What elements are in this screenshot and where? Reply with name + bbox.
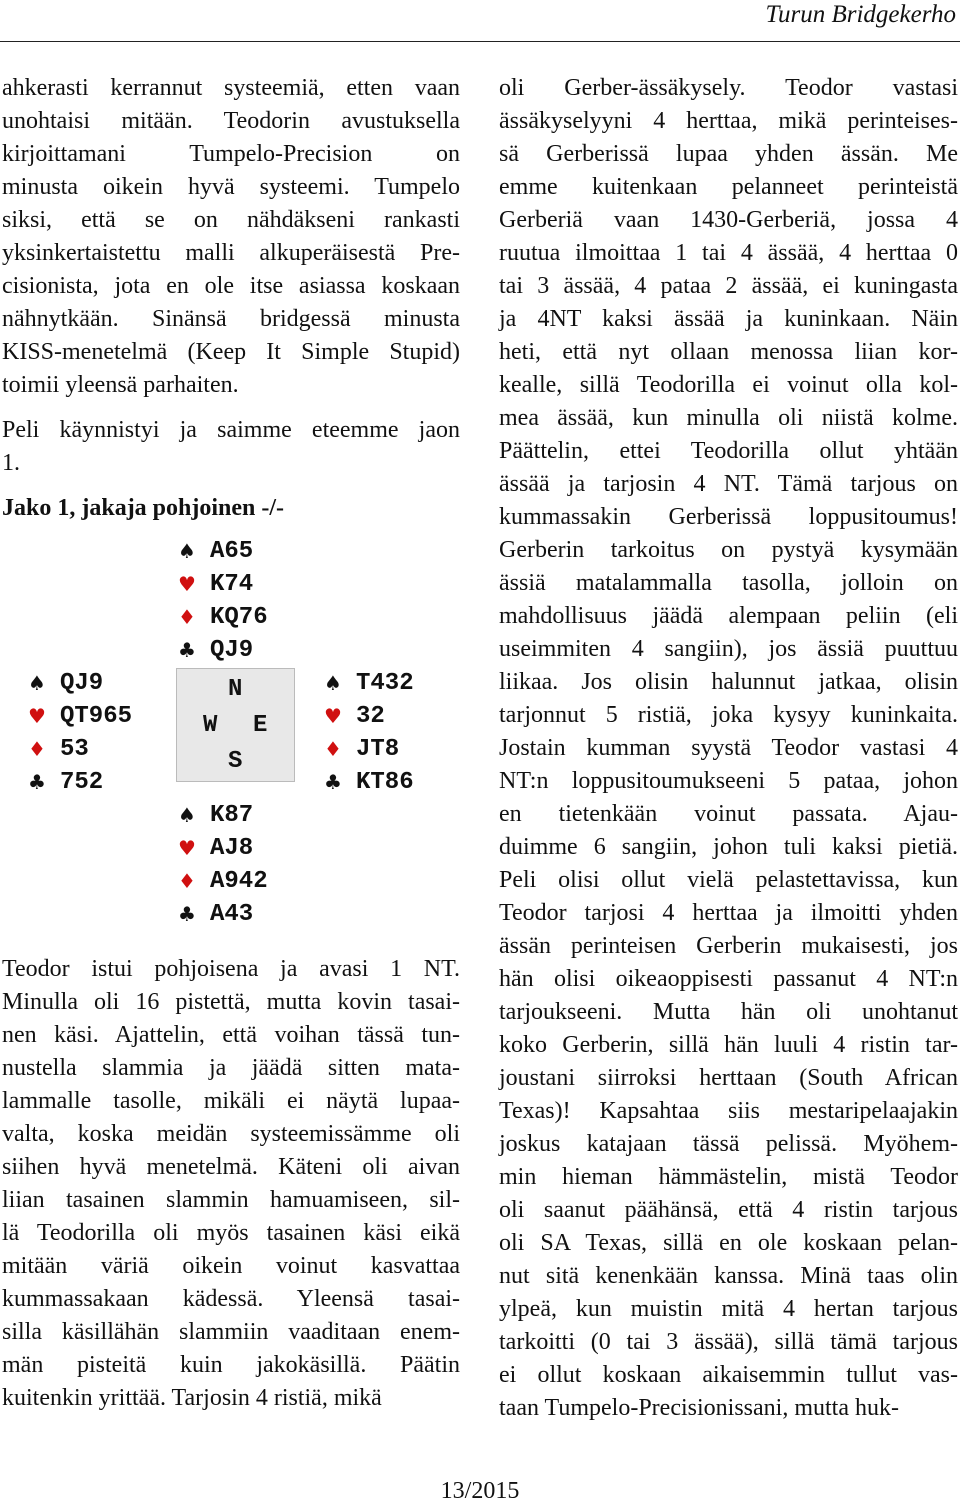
suit-holding-south-hearts (176, 832, 268, 865)
card-list: K87 (210, 802, 254, 829)
text-line: män pisteitä kuin jakokäsillä. Päätin (2, 1352, 460, 1378)
text-line: mahdollisuus jäädä alempaan peliin (eli (499, 603, 958, 629)
suit-holding-south-diamonds (176, 865, 268, 898)
text-line: Peli käynnistyi ja saimme eteemme jaon (2, 417, 460, 443)
text-line: ruutua ilmoittaa 1 tai 4 ässää, 4 herttaa 0 (499, 240, 958, 266)
diamond-suit-icon: ♦ (178, 869, 196, 893)
suit-holding-north-diamonds (176, 601, 268, 634)
heart-suit-icon: ♥ (28, 704, 46, 728)
text-line: lammalle tasolle, mikäli ei näytä lupaa- (2, 1088, 460, 1114)
heart-suit-icon: ♥ (324, 704, 342, 728)
suit-holding-north-hearts (176, 568, 268, 601)
club-suit-icon: ♣ (28, 770, 46, 794)
card-list: AJ8 (210, 835, 254, 862)
text-line: joskus katajaan tässä pelissä. Myöhem- (499, 1131, 958, 1157)
heart-suit-icon: ♥ (178, 572, 196, 596)
bridge-deal-diagram (2, 525, 462, 955)
suit-holding-west-spades (26, 667, 132, 700)
text-line: lä Teodorilla oli myös tasainen käsi eikä (2, 1220, 460, 1246)
compass-west-label: W (203, 712, 218, 739)
text-line: siksi, että se on nähdäkseni rankasti (2, 207, 460, 233)
suit-holding-west-clubs (26, 766, 132, 799)
text-line: oli saanut päähänsä, että 4 ristin tarjous (499, 1197, 958, 1223)
hand-north (176, 535, 268, 667)
spade-suit-icon: ♠ (178, 539, 196, 563)
card-list: A942 (210, 868, 268, 895)
text-line: tarkoitti (0 tai 3 ässää), sillä tämä tarjous (499, 1329, 958, 1355)
text-line: yksinkertaistettu malli alkuperäisestä Pre- (2, 240, 460, 266)
text-line: duimme 6 sangiin, johon tuli kaksi pietiä. (499, 834, 958, 860)
page-number: 13/2015 (440, 1478, 520, 1504)
card-list: QJ9 (60, 670, 104, 697)
text-line: en tietenkään voinut passata. Ajau- (499, 801, 958, 827)
suit-holding-east-diamonds (322, 733, 414, 766)
left-column (2, 72, 460, 1415)
text-line: oli Gerber-ässäkysely. Teodor vastasi (499, 75, 958, 101)
club-suit-icon: ♣ (324, 770, 342, 794)
spade-suit-icon: ♠ (324, 671, 342, 695)
text-line: kirjoittamani Tumpelo-Precision on (2, 141, 460, 167)
paragraph-gerber (499, 72, 958, 1425)
text-line: ässän perinteisen Gerberin mukaisesti, jos (499, 933, 958, 959)
text-line: sä Gerberissä lupaa yhden ässän. Me (499, 141, 958, 167)
text-line: ässiä matalammalla tasolla, jolloin on (499, 570, 958, 596)
club-suit-icon: ♣ (178, 902, 196, 926)
text-line: tai 3 ässää, 4 pataa 2 ässää, ei kuningasta (499, 273, 958, 299)
suit-holding-east-hearts (322, 700, 414, 733)
text-line: min hieman hämmästelin, mistä Teodor (499, 1164, 958, 1190)
card-list: A65 (210, 538, 254, 565)
compass-box (176, 668, 295, 782)
text-line: joustani siirroksi herttaan (South African (499, 1065, 958, 1091)
text-line: Peli olisi ollut vielä pelastettavissa, kun (499, 867, 958, 893)
text-line: Teodor istui pohjoisena ja avasi 1 NT. (2, 956, 460, 982)
text-line: kummassakin Gerberissä loppusitoumus! (499, 504, 958, 530)
text-line: ylpeä, kun muistin mitä 4 hertan tarjous (499, 1296, 958, 1322)
spade-suit-icon: ♠ (28, 671, 46, 695)
hand-west (26, 667, 132, 799)
text-line: taan Tumpelo-Precisionissani, mutta huk- (499, 1395, 899, 1421)
suit-holding-east-spades (322, 667, 414, 700)
club-suit-icon: ♣ (178, 638, 196, 662)
card-list: JT8 (356, 736, 400, 763)
text-line: hän olisi oikeaoppisesti passanut 4 NT:n (499, 966, 958, 992)
page-header-title: Turun Bridgekerho (765, 1, 956, 28)
heart-suit-icon: ♥ (178, 836, 196, 860)
text-line: minusta oikein hyvä systeemi. Tumpelo (2, 174, 460, 200)
text-line: Texas)! Kapsahtaa siis mestaripelaajakin (499, 1098, 958, 1124)
diamond-suit-icon: ♦ (324, 737, 342, 761)
card-list: K74 (210, 571, 254, 598)
suit-holding-north-spades (176, 535, 268, 568)
paragraph-intro (2, 72, 460, 402)
text-line: mea ässää, kun minulla oli niistä kolme. (499, 405, 958, 431)
suit-holding-east-clubs (322, 766, 414, 799)
text-line: useimmiten 4 sangiin), jos ässiä puuttuu (499, 636, 958, 662)
text-line: liian tasainen slammin hamuamiseen, sil- (2, 1187, 460, 1213)
text-line: Jostain kumman syystä Teodor vastasi 4 (499, 735, 958, 761)
text-line: silla käsillähän slammiin vaaditaan enem- (2, 1319, 460, 1345)
hand-south (176, 799, 268, 931)
text-line: Päättelin, ettei Teodorilla ollut yhtään (499, 438, 958, 464)
text-line: Teodor tarjosi 4 herttaa ja ilmoitti yhden (499, 900, 958, 926)
text-line: cisionista, jota en ole itse asiassa koskaan (2, 273, 460, 299)
card-list: QJ9 (210, 637, 254, 664)
card-list: KT86 (356, 769, 414, 796)
text-line: ahkerasti kerrannut systeemiä, etten vaan (2, 75, 460, 101)
text-line: oli SA Texas, sillä en ole koskaan pelan- (499, 1230, 958, 1256)
card-list: 32 (356, 703, 385, 730)
card-list: 752 (60, 769, 104, 796)
text-line: kuitenkin yrittää. Tarjosin 4 ristiä, mikä (2, 1385, 382, 1411)
card-list: T432 (356, 670, 414, 697)
text-line: nähnytkään. Sinänsä bridgessä minusta (2, 306, 460, 332)
compass-south-label: S (228, 748, 243, 775)
suit-holding-west-diamonds (26, 733, 132, 766)
hand-east (322, 667, 414, 799)
diamond-suit-icon: ♦ (178, 605, 196, 629)
suit-holding-north-clubs (176, 634, 268, 667)
card-list: 53 (60, 736, 89, 763)
text-line: NT:n loppusitoumukseeni 5 pataa, johon (499, 768, 958, 794)
paragraph-bidding (2, 953, 460, 1415)
text-line: unohtaisi mitään. Teodorin avustuksella (2, 108, 460, 134)
suit-holding-south-clubs (176, 898, 268, 931)
text-line: ei ollut koskaan aikaisemmin tullut vas- (499, 1362, 958, 1388)
text-line: Gerberin tarkoitus on pystyä kysymään (499, 537, 958, 563)
text-line: Minulla oli 16 pistettä, mutta kovin tasai- (2, 989, 460, 1015)
text-line: koko Gerberin, sillä hän luuli 4 ristin tar- (499, 1032, 958, 1058)
text-line: 1. (2, 450, 20, 476)
text-line: ja 4NT kaksi ässää ja kuninkaan. Näin (499, 306, 958, 332)
text-line: nen käsi. Ajattelin, että voihan tässä tun- (2, 1022, 460, 1048)
text-line: nustella slammia ja jäädä sitten mata- (2, 1055, 460, 1081)
diamond-suit-icon: ♦ (28, 737, 46, 761)
suit-holding-south-spades (176, 799, 268, 832)
text-line: ässäkyselyyni 4 herttaa, mikä perinteises- (499, 108, 958, 134)
right-column (499, 72, 958, 1425)
text-line: siihen hyvä menetelmä. Käteni oli aivan (2, 1154, 460, 1180)
text-line: kealle, sillä Teodorilla ei voinut olla kol- (499, 372, 958, 398)
text-line: mitään väriä oikein voinut kasvattaa (2, 1253, 460, 1279)
text-line: kummassakaan kädessä. Yleensä tasai- (2, 1286, 460, 1312)
paragraph-deal-intro (2, 414, 460, 480)
compass-north-label: N (228, 676, 243, 703)
text-line: KISS-menetelmä (Keep It Simple Stupid) (2, 339, 460, 365)
text-line: tarjonnut 5 ristiä, joka kysyy kuninkaita. (499, 702, 958, 728)
header-rule (0, 41, 960, 42)
deal-heading: Jako 1, jakaja pohjoinen -/- (2, 495, 285, 521)
compass-east-label: E (253, 712, 268, 739)
card-list: KQ76 (210, 604, 268, 631)
text-line: toimii yleensä parhaiten. (2, 372, 239, 398)
text-line: Gerberiä vaan 1430-Gerberiä, jossa 4 (499, 207, 958, 233)
spade-suit-icon: ♠ (178, 803, 196, 827)
suit-holding-west-hearts (26, 700, 132, 733)
text-line: liikaa. Jos olisin halunnut jatkaa, olisin (499, 669, 958, 695)
text-line: ässää ja tarjosin 4 NT. Tämä tarjous on (499, 471, 958, 497)
card-list: A43 (210, 901, 254, 928)
card-list: QT965 (60, 703, 133, 730)
text-line: emme kuitenkaan pelanneet perinteistä (499, 174, 958, 200)
text-line: valta, koska meidän systeemissämme oli (2, 1121, 460, 1147)
text-line: heti, että nyt ollaan menossa liian kor- (499, 339, 958, 365)
text-line: nut sitä kenenkään kanssa. Minä taas olin (499, 1263, 958, 1289)
text-line: tarjoukseeni. Mutta hän oli unohtanut (499, 999, 958, 1025)
